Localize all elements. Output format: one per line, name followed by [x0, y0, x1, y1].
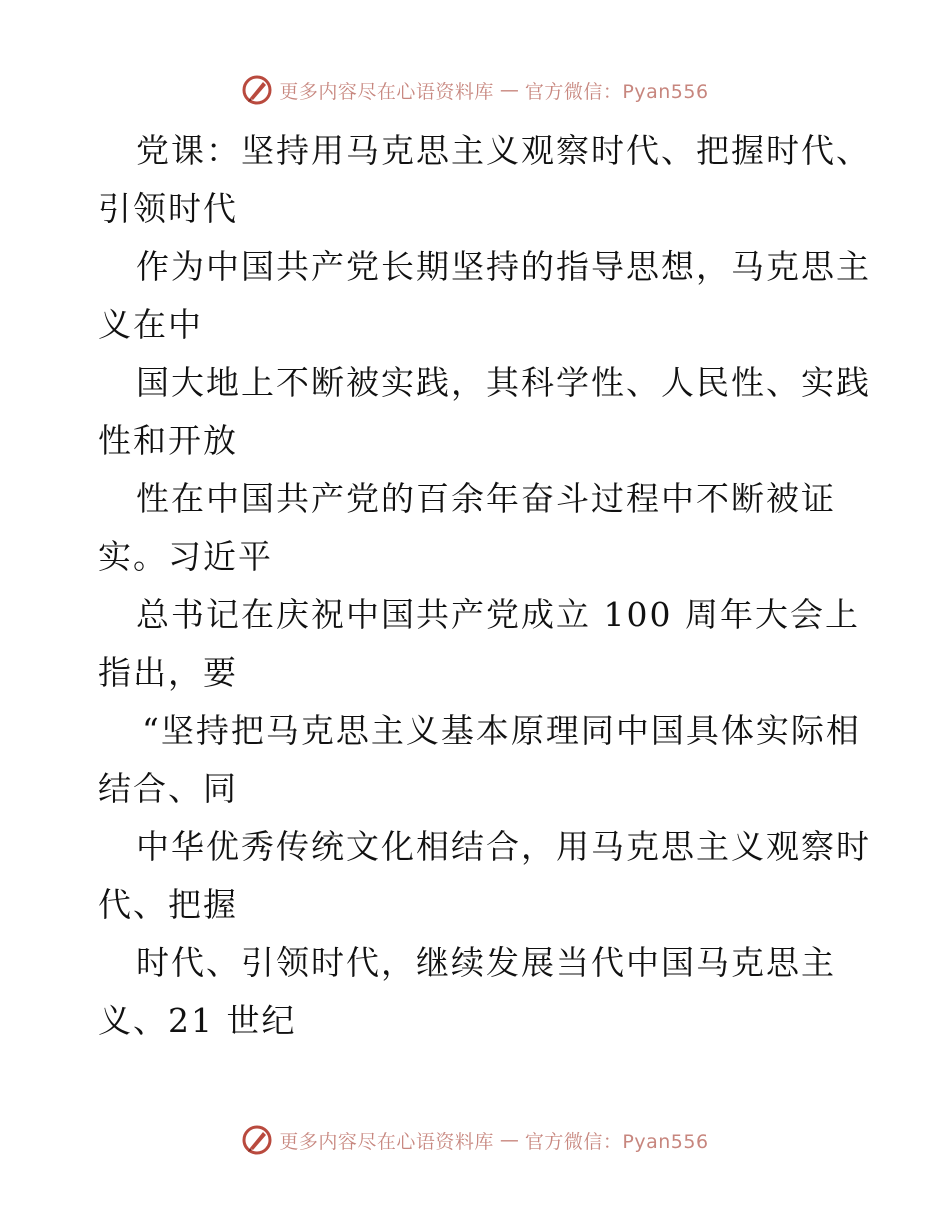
- paragraph-line: 中华优秀传统文化相结合，用马克思主义观察时: [136, 827, 871, 866]
- paragraph-line: 时代、引领时代，继续发展当代中国马克思主: [136, 943, 836, 982]
- title-line-2: 引领时代: [98, 189, 238, 228]
- watermark-separator: —: [499, 1129, 519, 1151]
- paragraph-line: 国大地上不断被实践，其科学性、人民性、实践: [136, 363, 871, 402]
- title-line-1: 党课：坚持用马克思主义观察时代、把握时代、: [136, 131, 871, 170]
- document-body: [98, 122, 871, 1050]
- pen-logo-icon: [241, 1124, 273, 1156]
- watermark-wechat-text: 官方微信：Pyan556: [524, 80, 709, 103]
- paragraph-line: 性和开放: [98, 421, 238, 460]
- paragraph-line: 指出，要: [98, 653, 238, 692]
- paragraph-line: 结合、同: [98, 769, 238, 808]
- paragraph-line: “坚持把马克思主义基本原理同中国具体实际相: [142, 711, 861, 750]
- paragraph-line: 实。习近平: [98, 537, 273, 576]
- watermark-wechat-text: 官方微信：Pyan556: [524, 1130, 709, 1153]
- watermark-main-text: 更多内容尽在心语资料库: [279, 80, 494, 103]
- paragraph-line: 义、21 世纪: [98, 1001, 297, 1040]
- paragraph-line: 作为中国共产党长期坚持的指导思想，马克思主: [136, 247, 871, 286]
- pen-logo-icon: [241, 74, 273, 106]
- paragraph-line: 义在中: [98, 305, 203, 344]
- paragraph-line: 性在中国共产党的百余年奋斗过程中不断被证: [136, 479, 836, 518]
- paragraph-line: 总书记在庆祝中国共产党成立 100 周年大会上: [136, 595, 860, 634]
- footer-watermark: [0, 1122, 950, 1158]
- header-watermark: [0, 72, 950, 108]
- watermark-separator: —: [499, 79, 519, 101]
- paragraph-line: 代、把握: [98, 885, 238, 924]
- watermark-main-text: 更多内容尽在心语资料库: [279, 1130, 494, 1153]
